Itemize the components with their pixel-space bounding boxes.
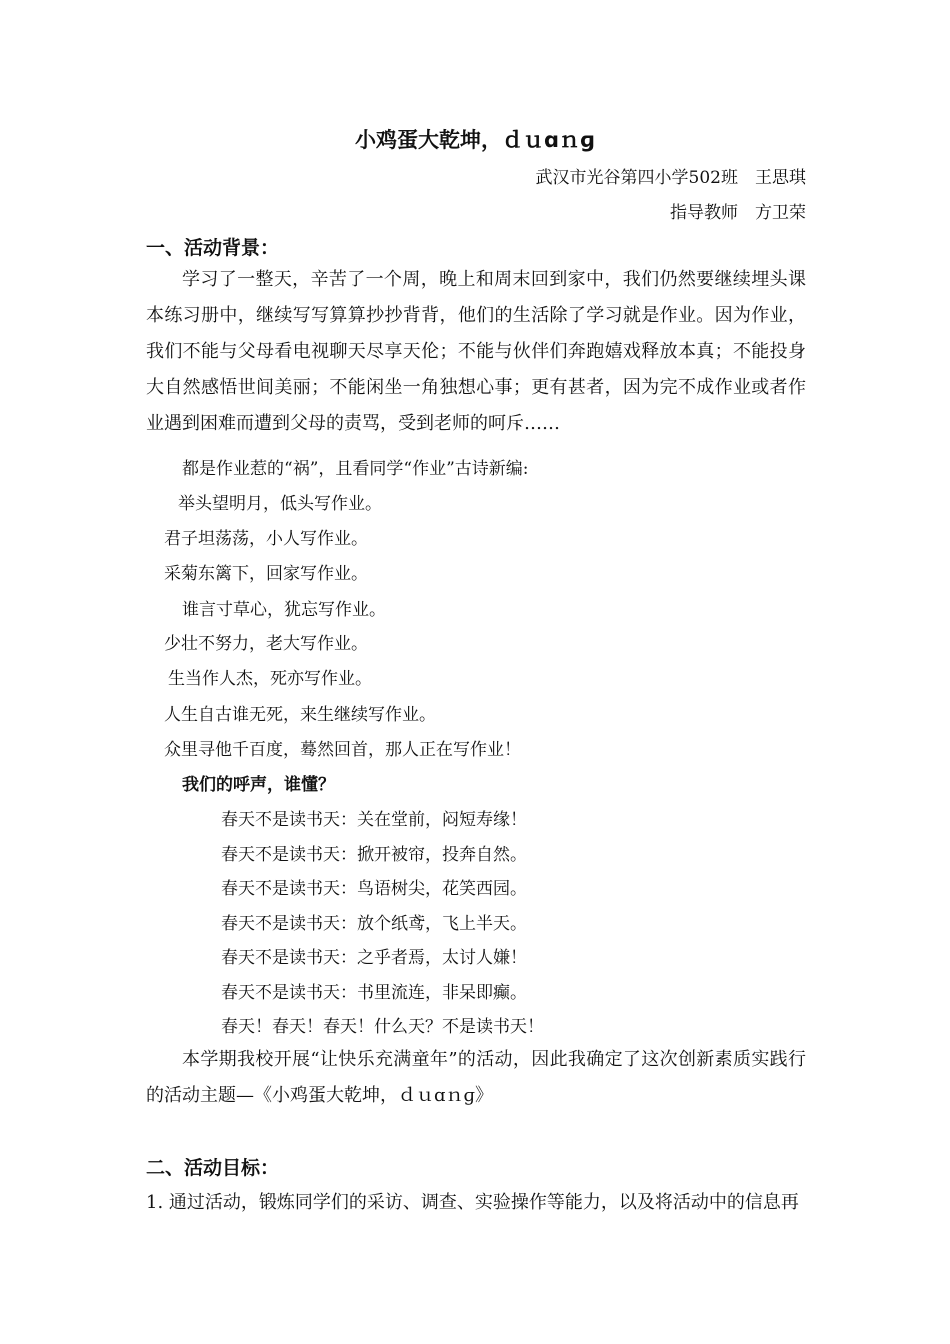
cry-line: 春天！春天！春天！什么天？不是读书天！ (221, 1017, 544, 1037)
poem-line: 君子坦荡荡，小人写作业。 (164, 529, 368, 549)
goal-item-1: 1. 通过活动，锻炼同学们的采访、调查、实验操作等能力，以及将活动中的信息再 (146, 1192, 799, 1213)
section2-heading: 二、活动目标： (146, 1157, 280, 1179)
document-title: 小鸡蛋大乾坤，ｄｕɑｎɡ (354, 128, 596, 152)
poem-line: 少壮不努力，老大写作业。 (164, 634, 368, 654)
cry-line: 春天不是读书天：书里流连，非呆即癫。 (221, 983, 527, 1003)
cry-line: 春天不是读书天：之乎者焉，太讨人嫌！ (221, 948, 527, 968)
section1-heading: 一、活动背景： (146, 237, 280, 259)
cry-line: 春天不是读书天：放个纸鸢，飞上半天。 (221, 914, 527, 934)
poem-line: 举头望明月，低头写作业。 (178, 494, 382, 514)
author-line: 武汉市光谷第四小学502班 王思琪 (535, 168, 806, 188)
teacher-line: 指导教师 方卫荣 (670, 203, 806, 223)
poem-line: 采菊东篱下，回家写作业。 (164, 564, 368, 584)
poem-line: 生当作人杰，死亦写作业。 (168, 669, 372, 689)
background-paragraph (146, 262, 806, 442)
cry-line: 春天不是读书天：关在堂前，闷短寿缘！ (221, 810, 527, 830)
theme-paragraph-text: 本学期我校开展“让快乐充满童年”的活动，因此我确定了这次创新素质实践行的活动主题—《小鸡蛋大乾坤，ｄｕɑｎɡ》 (146, 1049, 806, 1106)
poem-line: 人生自古谁无死，来生继续写作业。 (164, 705, 436, 725)
poem-intro: 都是作业惹的“祸”，且看同学“作业”古诗新编: (182, 459, 529, 479)
cry-heading: 我们的呼声，谁懂？ (182, 775, 335, 795)
background-paragraph-text: 学习了一整天，辛苦了一个周，晚上和周末回到家中，我们仍然要继续埋头课本练习册中，继续写写算算抄抄背背，他们的生活除了学习就是作业。因为作业，我们不能与父母看电视聊天尽享天伦；不能与伙伴们奔跑嬉戏释放本真；不能投身大自然感悟世间美丽；不能闲坐一角独想心事；更有甚者，因为完不成作业或者作业遇到困难而遭到父母的责骂，受到老师的呵斥…… (146, 269, 806, 434)
cry-line: 春天不是读书天：掀开被帘，投奔自然。 (221, 845, 527, 865)
cry-line: 春天不是读书天：鸟语树尖，花笑西园。 (221, 879, 527, 899)
poem-line: 众里寻他千百度，蓦然回首，那人正在写作业！ (164, 740, 521, 760)
theme-paragraph (146, 1042, 806, 1114)
poem-line: 谁言寸草心，犹忘写作业。 (182, 600, 386, 620)
